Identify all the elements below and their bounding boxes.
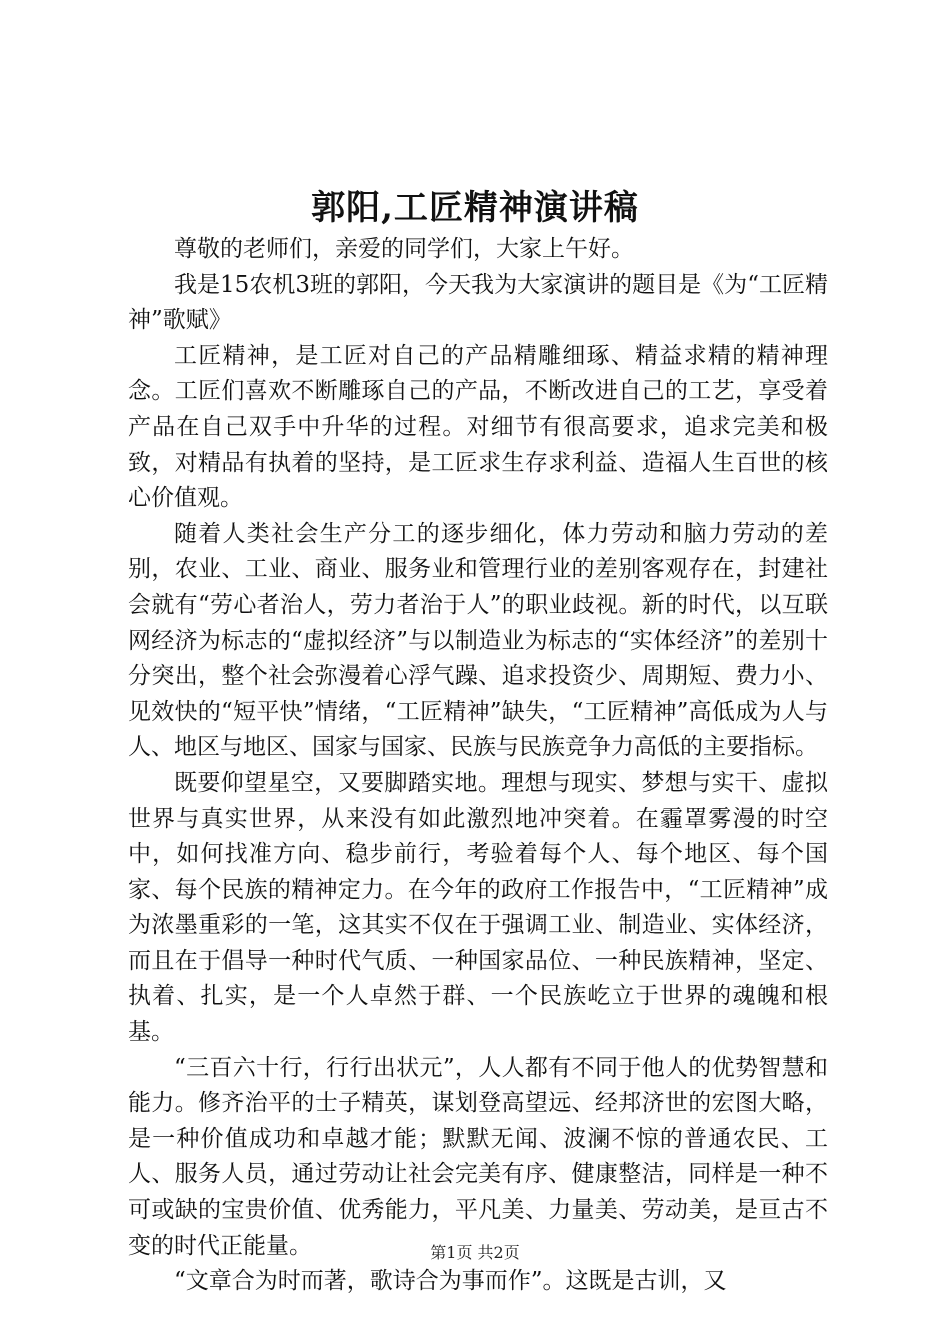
paragraph-greeting: 尊敬的老师们，亲爱的同学们，大家上午好。 <box>174 236 634 262</box>
paragraph-ideal-and-reality: 既要仰望星空，又要脚踏实地。理想与现实、梦想与实干、虚拟世界与真实世界，从来没有如此激烈地冲突着。在霾罩雾漫的时空中，如何找准方向、稳步前行，考验着每个人、每个地区、每个国家、每个民族的精神定力。在今年的政府工作报告中，“工匠精神”成为浓墨重彩的一笔，这其实不仅在于强调工业、制造业、实体经济，而且在于倡导一种时代气质、一种国家品位、一种民族精神，坚定、执着、扎实，是一个人卓然于群、一个民族屹立于世界的魂魄和根基。 <box>128 769 828 1046</box>
paragraph-ancient-teaching: “文章合为时而著，歌诗合为事而作”。这既是古训，又 <box>174 1268 727 1295</box>
document-title: 郭阳,工匠精神演讲稿 <box>311 188 639 228</box>
paragraph-social-division: 随着人类社会生产分工的逐步细化，体力劳动和脑力劳动的差别，农业、工业、商业、服务业和管理行业的差别客观存在，封建社会就有“劳心者治人，劳力者治于人”的职业歧视。新的时代，以互联网经济为标志的“虚拟经济”与以制造业为标志的“实体经济”的差别十分突出，整个社会弥漫着心浮气躁、追求投资少、周期短、费力小、见效快的“短平快”情绪，“工匠精神”缺失，“工匠精神”高低成为人与人、地区与地区、国家与国家、民族与民族竞争力高低的主要指标。 <box>128 520 828 761</box>
document-body <box>128 232 828 1300</box>
paragraph-introduction: 我是15农机3班的郭阳，今天我为大家演讲的题目是《为“工匠精神”歌赋》 <box>128 271 828 334</box>
paragraph-craftsman-definition: 工匠精神，是工匠对自己的产品精雕细琢、精益求精的精神理念。工匠们喜欢不断雕琢自己的产品，不断改进自己的工艺，享受着产品在自己双手中升华的过程。对细节有很高要求，追求完美和极致，对精品有执着的坚持，是工匠求生存求利益、造福人生百世的核心价值观。 <box>128 342 828 512</box>
paragraph-every-trade: “三百六十行，行行出状元”，人人都有不同于他人的优势智慧和能力。修齐治平的士子精英，谋划登高望远、经邦济世的宏图大略，是一种价值成功和卓越才能；默默无闻、波澜不惊的普通农民、工人、服务人员，通过劳动让社会完美有序、健康整洁，同样是一种不可或缺的宝贵价值、优秀能力，平凡美、力量美、劳动美，是亘古不变的时代正能量。 <box>128 1054 828 1259</box>
page-number-footer: 第1页 共2页 <box>430 1243 520 1262</box>
